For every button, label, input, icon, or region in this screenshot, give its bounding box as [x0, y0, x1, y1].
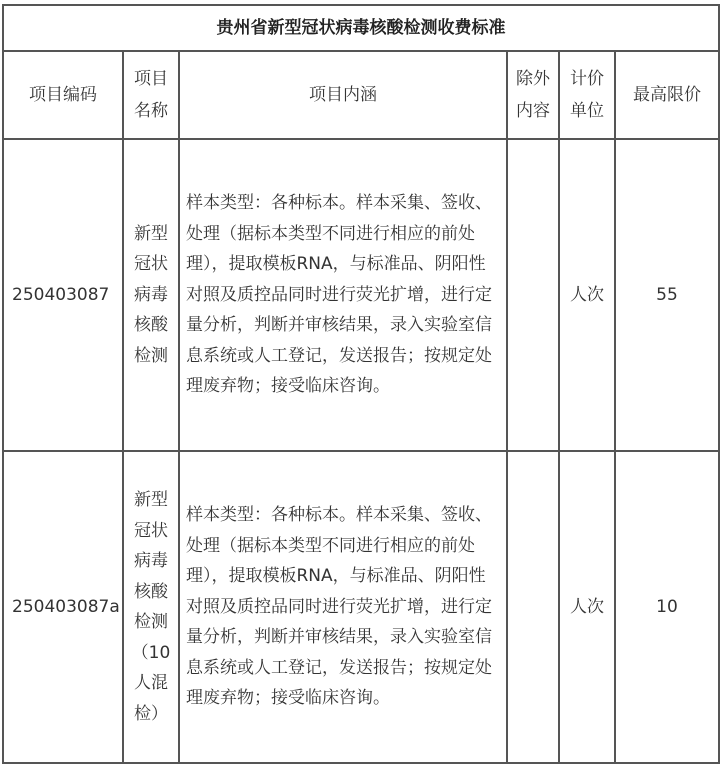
- row-unit: 人次: [559, 139, 615, 451]
- header-name-text: 项目 名称: [134, 69, 168, 121]
- row-name: [123, 139, 179, 451]
- row-content: 样本类型：各种标本。样本采集、签收、处理（据标本类型不同进行相应的前处理），提取模板RNA，与标准品、阴阳性对照及质控品同时进行荧光扩增，进行定量分析，判断并审核结果，录入实验室信息系统或人工登记，发送报告；按规定处理废弃物；接受临床咨询。: [179, 451, 507, 763]
- table-row: [3, 451, 719, 763]
- header-unit: [559, 51, 615, 139]
- header-code: 项目编码: [3, 51, 123, 139]
- row-unit: 人次: [559, 451, 615, 763]
- header-content: 项目内涵: [179, 51, 507, 139]
- row-excluded: [507, 451, 559, 763]
- row-code: 250403087: [3, 139, 123, 451]
- row-max-price: 10: [615, 451, 719, 763]
- row-excluded: [507, 139, 559, 451]
- header-max-price: 最高限价: [615, 51, 719, 139]
- header-excluded: [507, 51, 559, 139]
- table-title: 贵州省新型冠状病毒核酸检测收费标准: [3, 5, 719, 51]
- header-name: [123, 51, 179, 139]
- row-name-text: 新型 冠状 病毒 核酸 检测 （10 人混 检）: [131, 490, 171, 724]
- header-row: [3, 51, 719, 139]
- header-excluded-text: 除外 内容: [516, 69, 550, 121]
- header-unit-text: 计价 单位: [570, 69, 604, 121]
- row-content: 样本类型：各种标本。样本采集、签收、处理（据标本类型不同进行相应的前处理），提取模板RNA，与标准品、阴阳性对照及质控品同时进行荧光扩增，进行定量分析，判断并审核结果，录入实验室信息系统或人工登记，发送报告；按规定处理废弃物；接受临床咨询。: [179, 139, 507, 451]
- row-name: [123, 451, 179, 763]
- table-row: [3, 139, 719, 451]
- row-name-text: 新型 冠状 病毒 核酸 检测: [134, 223, 168, 366]
- row-code: 250403087a: [3, 451, 123, 763]
- row-max-price: 55: [615, 139, 719, 451]
- fee-standard-table: [2, 4, 720, 764]
